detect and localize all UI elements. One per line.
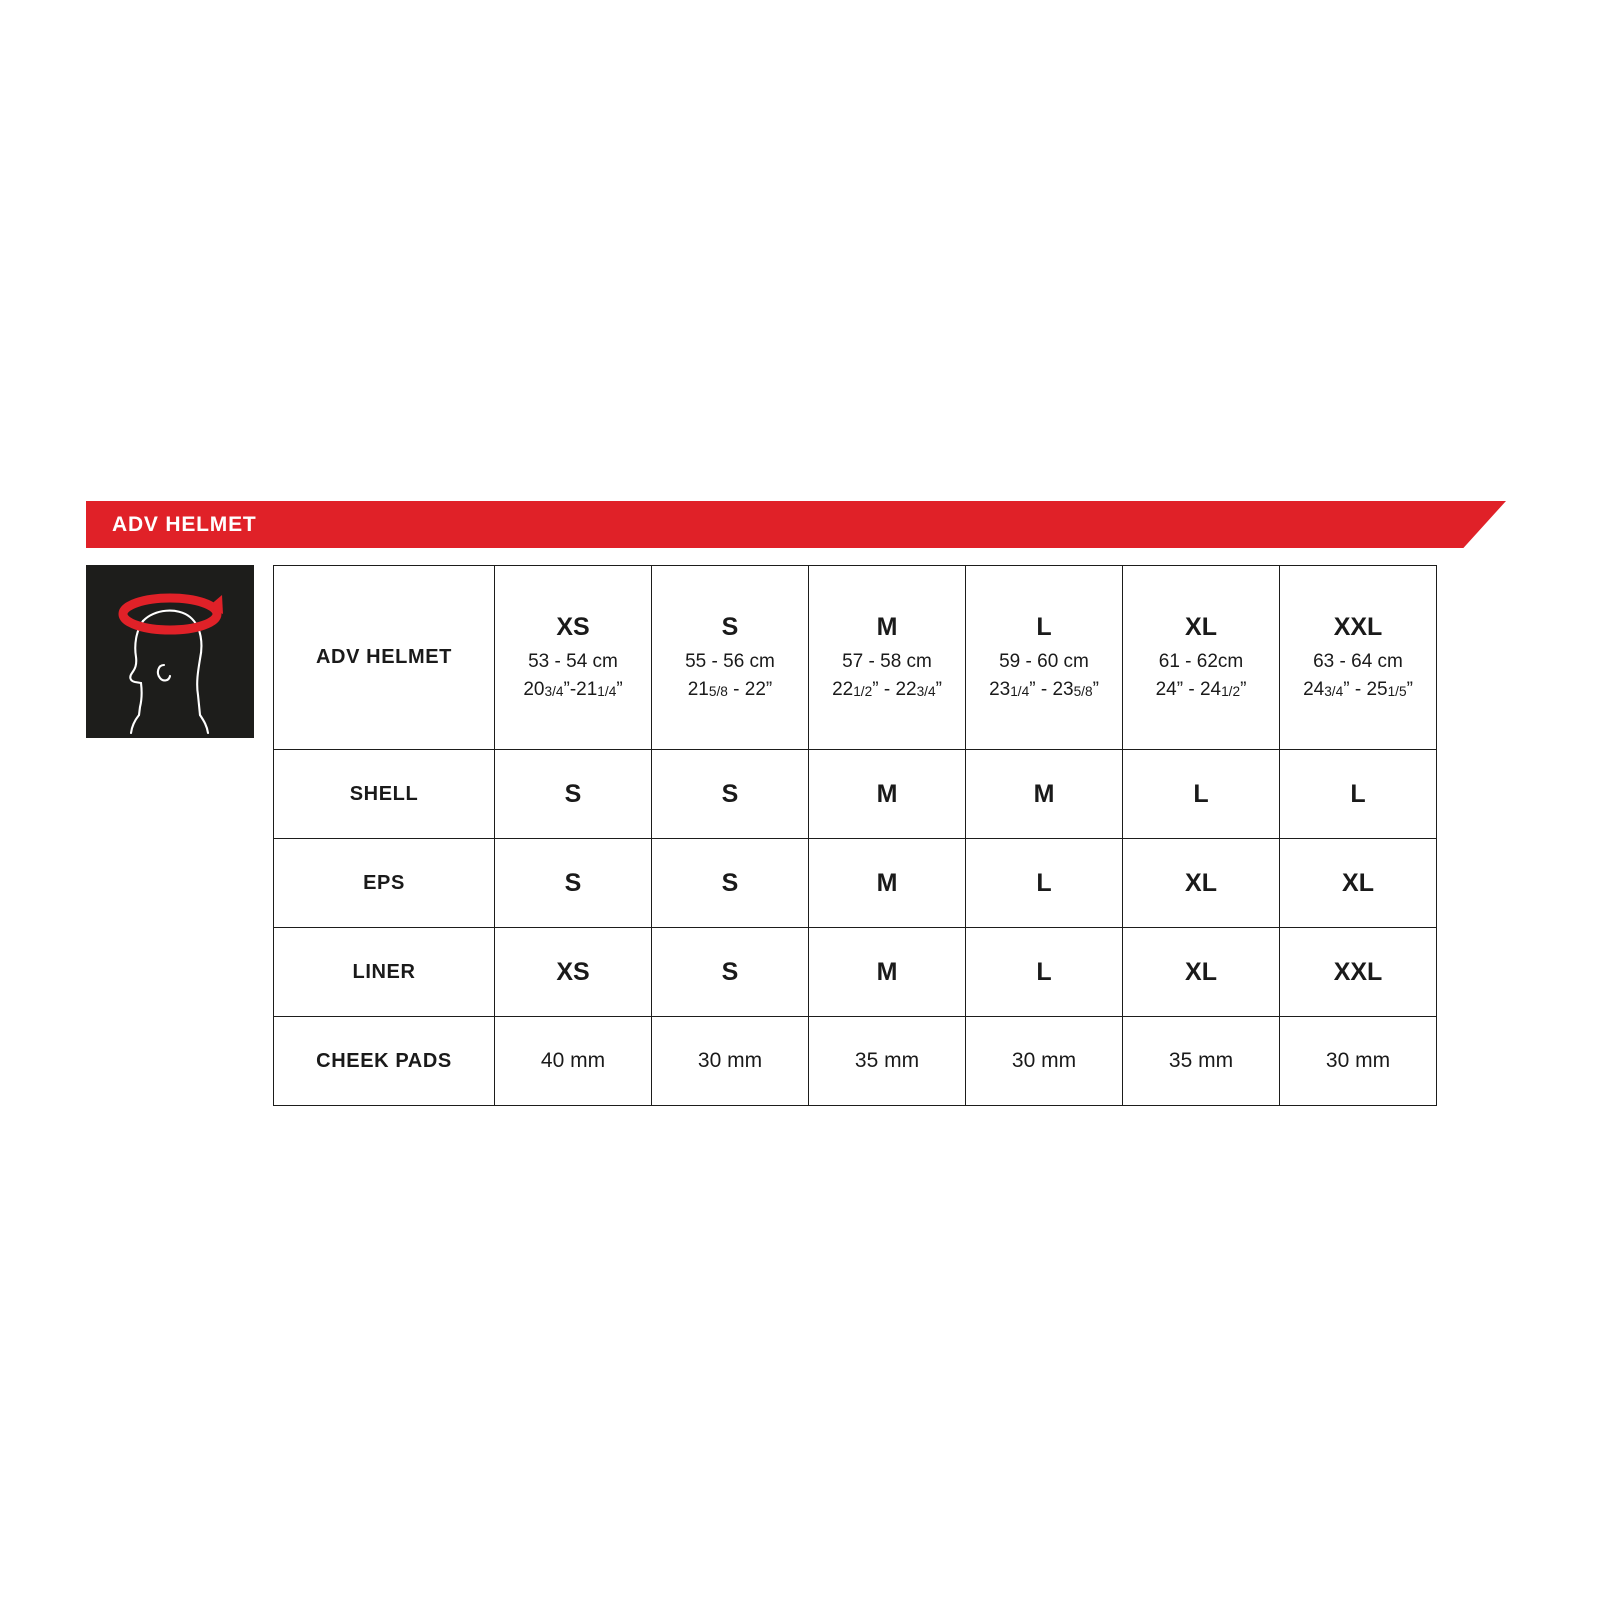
size-table bbox=[273, 565, 1437, 1106]
cell-liner-m: M bbox=[809, 928, 966, 1017]
size-inch: 24” - 241/2” bbox=[1155, 678, 1247, 700]
size-cm: 63 - 64 cm bbox=[1313, 651, 1403, 673]
table-row bbox=[274, 750, 1437, 839]
cell-cheek-pads-xs: 40 mm bbox=[495, 1017, 652, 1106]
cell-eps-l: L bbox=[966, 839, 1123, 928]
table-header-row bbox=[274, 566, 1437, 750]
cell-liner-xs: XS bbox=[495, 928, 652, 1017]
cell-eps-m: M bbox=[809, 839, 966, 928]
size-inch: 221/2” - 223/4” bbox=[832, 678, 942, 700]
banner-title: ADV HELMET bbox=[112, 513, 257, 536]
size-cm: 57 - 58 cm bbox=[842, 651, 932, 673]
cell-eps-s: S bbox=[652, 839, 809, 928]
cell-shell-xs: S bbox=[495, 750, 652, 839]
row-label-shell: SHELL bbox=[274, 750, 495, 839]
size-cm: 59 - 60 cm bbox=[999, 651, 1089, 673]
cell-liner-l: L bbox=[966, 928, 1123, 1017]
cell-shell-m: M bbox=[809, 750, 966, 839]
size-name: XL bbox=[1185, 612, 1217, 641]
size-name: XS bbox=[556, 612, 590, 641]
head-measure-icon-box bbox=[86, 565, 254, 738]
cell-eps-xs: S bbox=[495, 839, 652, 928]
cell-eps-xxl: XL bbox=[1280, 839, 1437, 928]
size-name: S bbox=[721, 612, 739, 641]
size-cm: 53 - 54 cm bbox=[528, 651, 618, 673]
size-header-xl bbox=[1123, 566, 1280, 750]
row-label-adv-helmet: ADV HELMET bbox=[274, 566, 495, 750]
size-header-s bbox=[652, 566, 809, 750]
size-name: L bbox=[1036, 612, 1052, 641]
size-inch: 215/8 - 22” bbox=[687, 678, 773, 700]
cell-cheek-pads-xxl: 30 mm bbox=[1280, 1017, 1437, 1106]
size-header-xxl bbox=[1280, 566, 1437, 750]
table-row bbox=[274, 928, 1437, 1017]
row-label-eps: EPS bbox=[274, 839, 495, 928]
cell-cheek-pads-m: 35 mm bbox=[809, 1017, 966, 1106]
banner bbox=[86, 501, 1506, 548]
banner-shape bbox=[86, 501, 1506, 548]
size-name: XXL bbox=[1333, 612, 1383, 641]
size-inch: 231/4” - 235/8” bbox=[989, 678, 1099, 700]
size-cm: 55 - 56 cm bbox=[685, 651, 775, 673]
row-label-cheek-pads: CHEEK PADS bbox=[274, 1017, 495, 1106]
size-inch: 203/4”-211/4” bbox=[523, 678, 623, 700]
cell-shell-xxl: L bbox=[1280, 750, 1437, 839]
cell-liner-s: S bbox=[652, 928, 809, 1017]
head-measure-icon bbox=[86, 565, 254, 738]
cell-cheek-pads-xl: 35 mm bbox=[1123, 1017, 1280, 1106]
table-row bbox=[274, 839, 1437, 928]
size-header-xs bbox=[495, 566, 652, 750]
size-header-l bbox=[966, 566, 1123, 750]
row-label-liner: LINER bbox=[274, 928, 495, 1017]
cell-shell-xl: L bbox=[1123, 750, 1280, 839]
cell-shell-l: M bbox=[966, 750, 1123, 839]
size-inch: 243/4” - 251/5” bbox=[1303, 678, 1413, 700]
cell-cheek-pads-l: 30 mm bbox=[966, 1017, 1123, 1106]
cell-liner-xl: XL bbox=[1123, 928, 1280, 1017]
cell-shell-s: S bbox=[652, 750, 809, 839]
cell-liner-xxl: XXL bbox=[1280, 928, 1437, 1017]
table-row bbox=[274, 1017, 1437, 1106]
size-name: M bbox=[876, 612, 898, 641]
size-header-m bbox=[809, 566, 966, 750]
cell-eps-xl: XL bbox=[1123, 839, 1280, 928]
size-cm: 61 - 62cm bbox=[1158, 651, 1244, 673]
cell-cheek-pads-s: 30 mm bbox=[652, 1017, 809, 1106]
